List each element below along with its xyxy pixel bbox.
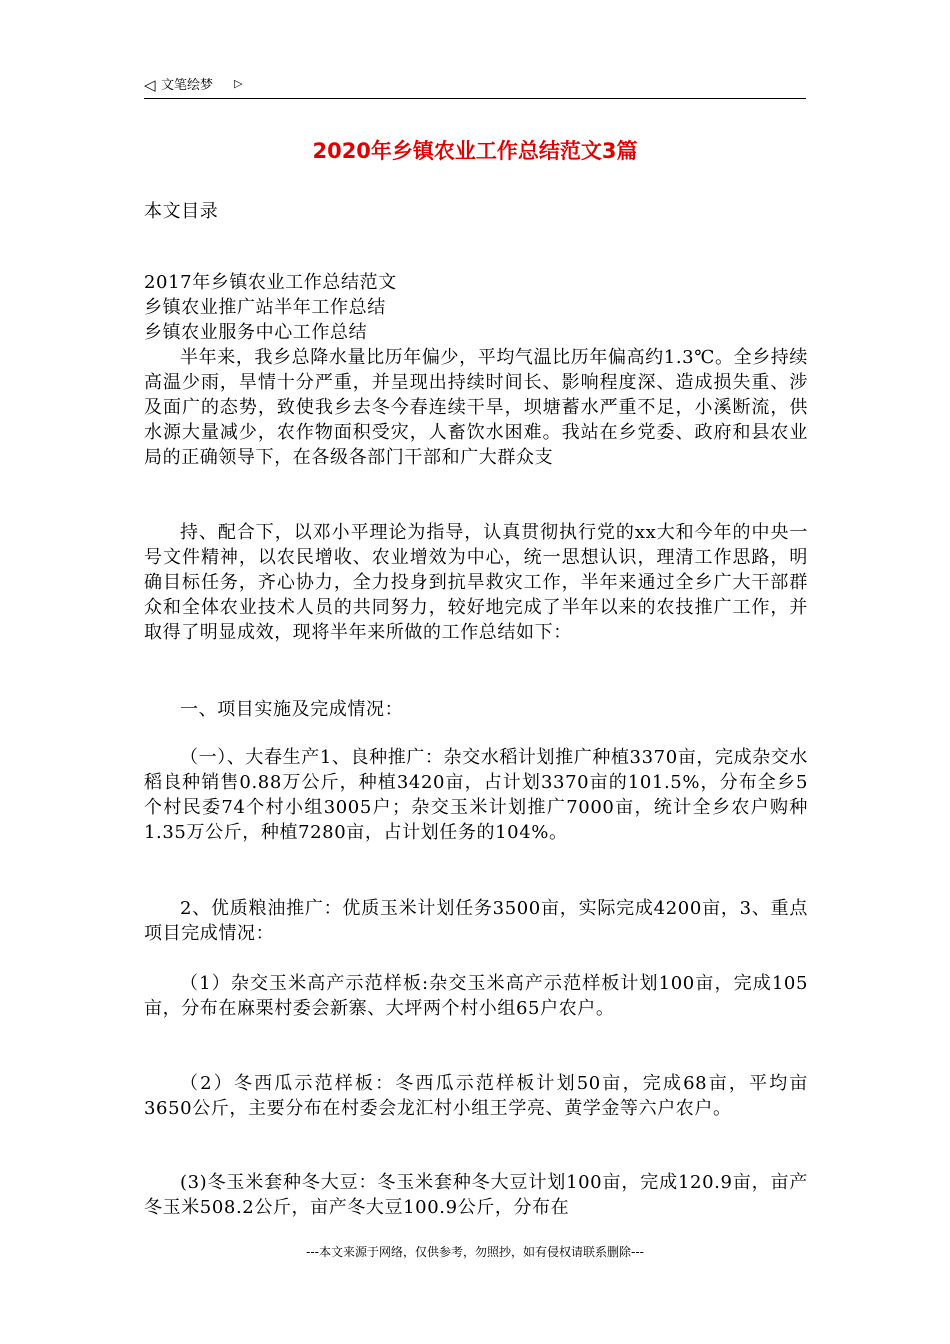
paragraph: 2、优质粮油推广：优质玉米计划任务3500亩，实际完成4200亩，3、重点项目完成情况： xyxy=(144,898,808,944)
toc-item: 乡镇农业推广站半年工作总结 xyxy=(144,297,386,318)
toc-heading: 本文目录 xyxy=(144,201,219,222)
toc-item: 2017年乡镇农业工作总结范文 xyxy=(144,272,397,293)
page-footer: ---本文来源于网络，仅供参考，勿照抄，如有侵权请联系删除--- xyxy=(306,1245,644,1259)
paragraph: （2）冬西瓜示范样板：冬西瓜示范样板计划50亩，完成68亩，平均亩3650公斤，主要分布在村委会龙汇村小组王学亮、黄学金等六户农户。 xyxy=(144,1073,808,1119)
section-heading: 一、项目实施及完成情况： xyxy=(180,699,404,720)
header-brand: 文笔绘梦 xyxy=(161,78,214,93)
document-title: 2020年乡镇农业工作总结范文3篇 xyxy=(312,139,638,163)
paragraph: （1）杂交玉米高产示范样板:杂交玉米高产示范样板计划100亩，完成105亩，分布在麻栗村委会新寨、大坪两个村小组65户农户。 xyxy=(144,973,808,1019)
triangle-left-icon: ◁ xyxy=(144,76,156,94)
toc-list xyxy=(144,270,808,345)
paragraph: （一）、大春生产1、良种推广：杂交水稻计划推广种植3370亩，完成杂交水稻良种销售0.88万公斤，种植3420亩，占计划3370亩的101.5%，分布全乡5个村民委74个村小组3005户；杂交玉米计划推广7000亩，统计全乡农户购种1.35万公斤，种植7280亩，占计划任务的104%。 xyxy=(144,747,808,843)
page-header xyxy=(144,74,806,99)
paragraph: (3)冬玉米套种冬大豆：冬玉米套种冬大豆计划100亩，完成120.9亩，亩产冬玉米508.2公斤，亩产冬大豆100.9公斤，分布在 xyxy=(144,1172,808,1218)
toc-item: 乡镇农业服务中心工作总结 xyxy=(144,322,368,343)
paragraph: 半年来，我乡总降水量比历年偏少，平均气温比历年偏高约1.3℃。全乡持续高温少雨，旱情十分严重，并呈现出持续时间长、影响程度深、造成损失重、涉及面广的态势，致使我乡去冬今春连续干旱，坝塘蓄水严重不足，小溪断流，供水源大量减少，农作物面积受灾，人畜饮水困难。我站在乡党委、政府和县农业局的正确领导下，在各级各部门干部和广大群众支 xyxy=(144,347,808,468)
triangle-right-icon: ▷ xyxy=(234,77,243,90)
paragraph: 持、配合下，以邓小平理论为指导，认真贯彻执行党的xx大和今年的中央一号文件精神，以农民增收、农业增效为中心，统一思想认识，理清工作思路，明确目标任务，齐心协力，全力投身到抗旱救灾工作，半年来通过全乡广大干部群众和全体农业技术人员的共同努力，较好地完成了半年以来的农技推广工作，并取得了明显成效，现将半年来所做的工作总结如下： xyxy=(144,522,808,643)
